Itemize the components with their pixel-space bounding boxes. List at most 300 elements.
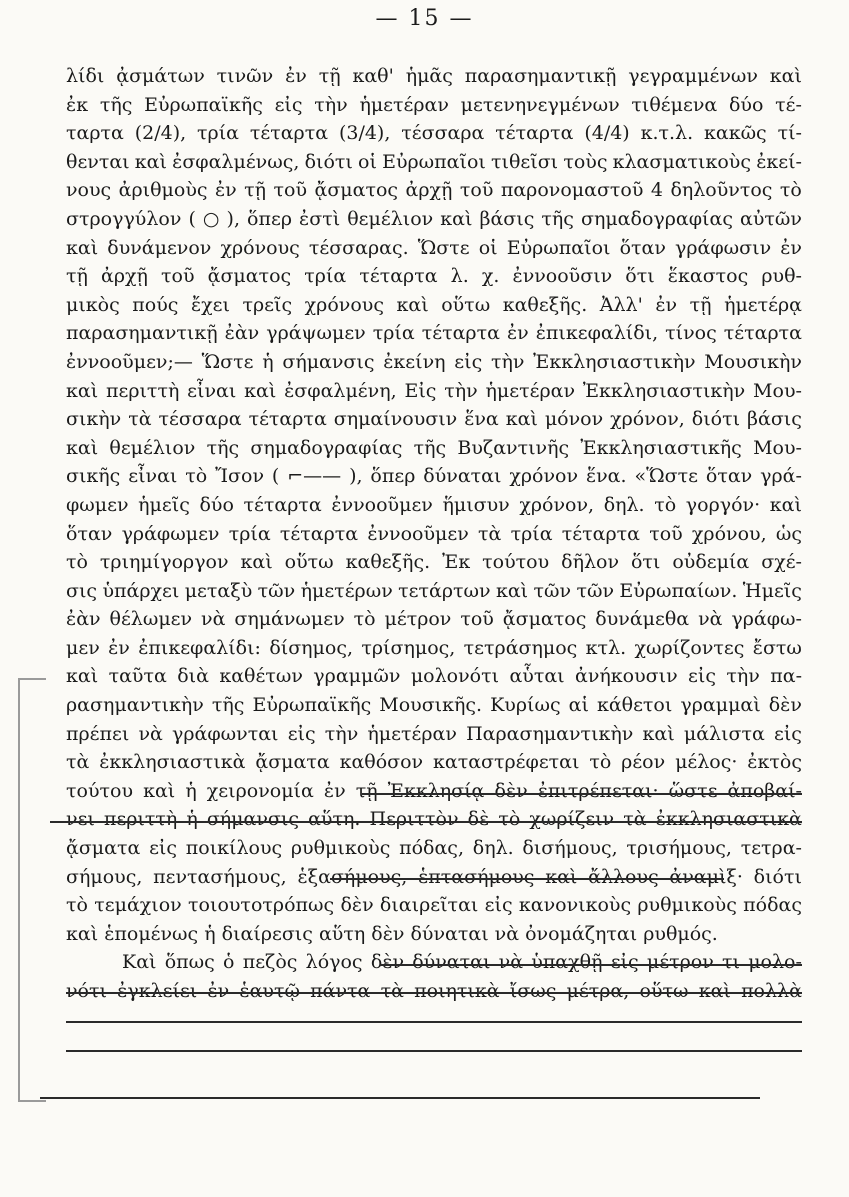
word: θεμέλιον: [109, 436, 196, 459]
word: τέσσαρα: [158, 408, 242, 431]
word: δῆλον: [561, 551, 620, 574]
word: τοῦ: [460, 608, 494, 631]
word: τοῦ: [161, 265, 195, 288]
word: ἐκεί-: [756, 150, 802, 173]
word: (3/4),: [338, 122, 391, 145]
word: ταῦτα: [108, 665, 167, 688]
word: ὅπερ: [370, 465, 416, 488]
word: τρία: [372, 322, 415, 345]
word: ἐκκλησιαστικὰ: [99, 751, 246, 774]
text-line: [66, 234, 802, 263]
word: πάντα: [310, 980, 371, 1002]
word: ὅτι: [625, 265, 655, 288]
word: στρογγύλον: [66, 207, 182, 230]
word: τὸ: [353, 608, 376, 631]
word: τέταρτα: [279, 522, 359, 545]
word: ὅταν: [619, 236, 666, 259]
word: ἕκαστος: [667, 265, 749, 288]
word: μικὸς: [66, 293, 120, 316]
word: Ἐκκλησιαστικῆς: [580, 436, 742, 459]
word: αἱ: [568, 694, 589, 717]
word: καθ': [352, 65, 394, 87]
word: Μουσικὴν: [704, 350, 802, 373]
underline-annotation: [66, 1050, 802, 1052]
word: Περιττὸν: [369, 808, 459, 831]
text-line: [66, 348, 802, 377]
word: νὰ: [138, 722, 163, 745]
word: γράφω-: [731, 608, 802, 631]
word: Καὶ: [122, 951, 157, 974]
word: τιθέμενα: [631, 93, 718, 116]
word: Εὐρωπαῖοι: [382, 150, 486, 173]
word: ἑξασήμους,: [297, 865, 408, 888]
word: ἡμετέρᾳ: [724, 293, 802, 316]
text-line: [66, 777, 802, 806]
text-line: [66, 577, 802, 606]
word: τὰ: [66, 751, 90, 774]
word: τὸ: [66, 894, 88, 917]
word: εἰς: [454, 350, 483, 373]
word: ᾄσματος: [502, 608, 587, 631]
page-number: — 15 —: [375, 6, 474, 31]
word: δηλοῦντος: [670, 179, 773, 202]
word: ἡμετέραν: [359, 93, 449, 116]
word: μολο-: [748, 951, 802, 974]
word: δυνάμενον: [107, 236, 212, 259]
text-line: [66, 605, 802, 634]
word: τούτου: [482, 551, 550, 574]
word: Ἴσον: [215, 465, 264, 488]
word: ἐννοοῦμεν: [367, 522, 469, 545]
word: ἀριθμοὺς: [118, 179, 208, 202]
word: τὰ: [623, 808, 647, 831]
word: ὑπαχθῇ: [531, 951, 603, 974]
word: κανονικοὺς: [518, 894, 632, 917]
text-line: [66, 891, 802, 920]
word: πούς: [132, 293, 179, 316]
word: πόδας: [743, 894, 802, 917]
word: δυνάμεθα: [595, 608, 690, 631]
word: ἡμετέραν: [367, 722, 457, 745]
text-line: [66, 691, 802, 720]
word: ἀναμὶξ·: [669, 865, 743, 888]
word: χωρίζειν: [529, 808, 615, 831]
word: μολονότι: [410, 665, 500, 688]
underline-annotation: [362, 793, 802, 795]
word: αὗται: [509, 665, 565, 688]
word: τέταρτα: [249, 122, 329, 145]
word: χρόνους: [220, 236, 300, 259]
word: ᾄσματος: [207, 265, 292, 288]
underline-annotation: [330, 878, 724, 880]
word: γράψωμεν: [266, 322, 366, 345]
word: τὰ: [478, 522, 502, 545]
word: ἐν: [655, 293, 678, 316]
word: πρέπει: [66, 722, 130, 745]
word: παρονομαστοῦ: [500, 179, 644, 202]
word: τοὺς: [563, 150, 608, 173]
word: βάσις: [479, 207, 535, 230]
word: τέταρτα: [561, 522, 640, 545]
word: ἐσφαλμένη,: [284, 379, 397, 402]
word: εἰς: [287, 722, 316, 745]
text-line: [66, 262, 802, 291]
word: Εἰς: [404, 379, 437, 402]
word: τὰ: [380, 980, 404, 1002]
word: μεν: [66, 636, 100, 659]
word: μεταξὺ: [184, 579, 253, 602]
word: νότι: [66, 980, 107, 1002]
word: τέταρτα: [243, 493, 322, 516]
text-line: [66, 91, 802, 120]
word: τέσσαρα: [401, 122, 485, 145]
word: ἡ: [186, 808, 198, 831]
word: ἀποβαί-: [727, 779, 802, 802]
word: τὸ: [185, 465, 208, 488]
word: Ἐκκλησιαστικὴν: [533, 350, 696, 373]
word: γράφωμεν: [121, 522, 220, 545]
word: τοῦ: [649, 522, 683, 545]
word: τί-: [777, 122, 802, 145]
word: εἰς: [149, 837, 178, 860]
word: Ὥστε: [417, 236, 470, 259]
word: σικῆς: [66, 465, 121, 488]
word: σημαδογραφίας: [580, 207, 733, 230]
word: καὶ: [134, 150, 167, 173]
word: τῆς: [413, 436, 447, 459]
word: ᾄσματα: [66, 837, 141, 860]
word: τούτου: [66, 779, 134, 802]
word: ἐν: [214, 179, 237, 202]
word: τινῶν: [216, 65, 274, 87]
word: ὅταν: [66, 522, 113, 545]
word: ὅτι: [630, 551, 661, 574]
word: δύο: [728, 93, 764, 116]
text-line: [66, 520, 802, 549]
word: Ὥστε: [201, 350, 254, 373]
word: τρίσημος,: [361, 636, 456, 659]
word: σις: [66, 579, 98, 602]
word: Ἐκ: [442, 551, 471, 574]
word: ρασημαντικὴν: [66, 694, 204, 717]
text-line: καὶ ἑπομένως ἡ διαίρεσις αὕτη δὲν δύναται νὰ ὀνομάζηται ρυθμός.: [66, 922, 718, 945]
word: ἕνα.: [585, 465, 627, 488]
word: τοῦ: [459, 179, 494, 202]
word: τῶν: [576, 579, 615, 602]
word: εἰς: [688, 665, 716, 688]
text-line: [66, 748, 802, 777]
word: γράφωνται: [172, 722, 279, 745]
word: οὕτω: [639, 980, 689, 1002]
word: οἱ: [478, 236, 498, 259]
word: πεζὸς: [242, 951, 298, 974]
word: Ἀλλ': [599, 293, 643, 316]
word: λ.: [450, 265, 469, 288]
word: ἑαυτῷ: [239, 980, 300, 1002]
word: μέτρα,: [566, 980, 630, 1002]
word: βάσις: [747, 408, 802, 431]
word: μάλιστα: [683, 722, 765, 745]
word: πεντασήμους,: [153, 865, 287, 888]
word: χειρονομία: [206, 779, 314, 802]
word: καὶ: [505, 408, 538, 431]
word: ἐγκλείει: [117, 980, 198, 1002]
word: ),: [349, 465, 363, 488]
word: σημαίνουσιν: [333, 408, 458, 431]
word: καὶ: [769, 65, 802, 87]
word: καθεξῆς.: [502, 293, 588, 316]
word: τὸ: [654, 493, 677, 516]
word: τέταρτα: [723, 322, 802, 345]
word: εἰς: [774, 722, 802, 745]
word: χρόνου,: [691, 522, 767, 545]
word: ἀνήκουσιν: [575, 665, 678, 688]
word: ὅταν: [705, 465, 753, 488]
word: δὲν: [494, 779, 528, 802]
word: τρία: [228, 522, 271, 545]
word: δὲν: [340, 894, 374, 917]
word: τὴν: [490, 350, 525, 373]
word: κάθετοι: [596, 694, 673, 717]
word: τῆς: [211, 694, 245, 717]
text-line: [66, 462, 802, 491]
word: ἑπτασήμους: [418, 865, 535, 888]
word: τῆς: [541, 207, 574, 230]
word: καταστρέφεται: [432, 751, 580, 774]
word: (2/4),: [134, 122, 187, 145]
word: πόδας,: [399, 837, 464, 860]
word: κτλ.: [585, 636, 627, 659]
word: ἐννοοῦσιν: [512, 265, 613, 288]
word: Εὐρωπαϊκῆς: [144, 93, 263, 116]
word: γρά-: [760, 465, 802, 488]
word: τῆς: [206, 436, 240, 459]
word: καὶ: [396, 293, 429, 316]
word: περιττὴ: [103, 808, 178, 831]
word: σημάνωμεν: [234, 608, 345, 631]
word: τιθεῖσι: [491, 150, 559, 173]
word: τῶν: [533, 579, 572, 602]
text-line: [66, 148, 802, 177]
word: παρασημαντικῇ: [464, 65, 617, 87]
word: δὲν: [768, 694, 802, 717]
text-line: [66, 405, 802, 434]
word: τοῦ: [273, 179, 308, 202]
word: σημαδογραφίας: [250, 436, 403, 459]
word: Παρασημαντικὴν: [466, 722, 634, 745]
word: ρυθ-: [761, 265, 802, 288]
text-line: [66, 863, 802, 892]
word: ἴσως: [509, 980, 557, 1002]
word: ρυθμικοὺς: [637, 894, 737, 917]
word: τοιουτοτρόπως: [188, 894, 335, 917]
word: τῇ: [689, 293, 712, 316]
word: γοργόν·: [685, 493, 761, 516]
word: εἰς: [484, 894, 513, 917]
text-line: [66, 319, 802, 348]
word: ταρτα: [66, 122, 124, 145]
word: καὶ: [66, 236, 99, 259]
word: τὴν: [324, 722, 359, 745]
word: ἡ: [262, 350, 274, 373]
word: ἐν: [108, 636, 130, 659]
word: καὶ: [66, 436, 99, 459]
word: ὅπερ: [247, 207, 292, 230]
word: ἐν: [207, 980, 230, 1002]
word: ἐπικεφαλίδι,: [535, 322, 659, 345]
word: Εὐρωπαῖοι: [506, 236, 611, 259]
text-line: [66, 662, 802, 691]
word: Εὐρωπαίων.: [619, 579, 738, 602]
word: εἰς: [274, 93, 303, 116]
word: τέ-: [775, 93, 802, 116]
word: ποιητικὰ: [414, 980, 500, 1002]
word: ἐννοοῦμεν;—: [66, 350, 193, 373]
underline-annotation: [40, 1097, 760, 1099]
word: διαιρεῖται: [379, 894, 479, 917]
word: δὲ: [467, 808, 490, 831]
word: (4/4): [584, 122, 630, 145]
text-line: [66, 634, 802, 663]
word: ᾄσματα: [255, 751, 330, 774]
word: ἐκείνη: [383, 350, 446, 373]
word: Βυζαντινῆς: [457, 436, 570, 459]
word: ἡμετέραν: [485, 379, 576, 402]
word: καὶ: [698, 980, 731, 1002]
word: τρία: [304, 265, 347, 288]
word: νὰ: [698, 608, 723, 631]
word: χρόνους: [304, 293, 384, 316]
word: λίδι: [66, 65, 105, 87]
word: ἐὰν: [66, 608, 101, 631]
word: καὶ: [440, 207, 473, 230]
word: καθόσον: [339, 751, 424, 774]
word: τὸ: [66, 551, 88, 574]
word: διὰ: [177, 665, 209, 688]
underline-annotation: [380, 964, 802, 966]
word: Μου-: [753, 436, 802, 459]
word: δίσημος,: [269, 636, 354, 659]
word: καὶ: [143, 779, 176, 802]
text-line: [66, 205, 802, 234]
word: κ.τ.λ.: [640, 122, 694, 145]
word: χρόνον,: [519, 493, 595, 516]
word: ἐν: [506, 322, 529, 345]
word: μόνον: [544, 408, 604, 431]
word: Μουσικῆς.: [379, 694, 483, 717]
word: οὕτω: [441, 293, 491, 316]
word: δηλ.: [603, 493, 645, 516]
text-line: [66, 548, 802, 577]
word: σικὴν: [66, 408, 122, 431]
word: τρία: [510, 522, 553, 545]
word: τρεῖς: [242, 293, 293, 316]
word: νὰ: [201, 608, 226, 631]
word: εἶναι: [128, 465, 178, 488]
word: διότι: [304, 150, 353, 173]
word: καὶ: [244, 379, 277, 402]
text-line: [66, 291, 802, 320]
word: Ἐκκλησίᾳ: [387, 779, 485, 802]
word: ἐπιτρέπεται·: [537, 779, 659, 802]
word: αὐτῶν: [740, 207, 802, 230]
underline-annotation: [66, 1021, 802, 1023]
word: ὑπάρχει: [102, 579, 180, 602]
word: ἐκ: [66, 93, 89, 116]
word: θεμέλιον: [347, 207, 434, 230]
word: τὸ: [589, 751, 612, 774]
word: νὰ: [498, 951, 524, 974]
word: 4: [650, 179, 663, 202]
word: ρυθμικοὺς: [290, 837, 391, 860]
word: ἐπικεφαλίδι:: [138, 636, 261, 659]
word: ὥστε: [668, 779, 718, 802]
word: ἡ: [185, 779, 197, 802]
word: εἰς: [610, 951, 639, 974]
word: τεμάχιον: [94, 894, 182, 917]
word: τὸ: [498, 808, 521, 831]
word: φωμεν: [66, 493, 129, 516]
body-text: [66, 62, 802, 1006]
word: παρασημαντικῇ: [66, 322, 218, 345]
word: Μου-: [753, 379, 802, 402]
word: σήμανσις: [206, 808, 299, 831]
word: ⌐——: [287, 465, 342, 488]
word: ἐκτὸς: [747, 751, 802, 774]
word: ὅπως: [164, 951, 215, 974]
word: «Ὥστε: [634, 465, 698, 488]
word: πολλὰ: [741, 980, 802, 1002]
text-line: [66, 834, 802, 863]
word: ἡμετέρων: [300, 579, 393, 602]
word: καθεξῆς.: [345, 551, 431, 574]
word: τῇ: [244, 179, 267, 202]
word: δισήμους,: [522, 837, 618, 860]
word: γραμμαὶ: [680, 694, 761, 717]
word: ἔστω: [752, 636, 802, 659]
word: σχέ-: [761, 551, 802, 574]
word: ἐὰν: [224, 322, 260, 345]
word: τετράσημος: [463, 636, 578, 659]
word: σήμανσις: [282, 350, 375, 373]
word: περιττὴ: [105, 379, 180, 402]
word: τετρα-: [740, 837, 802, 860]
word: καὶ: [642, 722, 675, 745]
word: τέταρτα: [421, 322, 500, 345]
text-line: [66, 948, 802, 977]
margin-bracket-annotation: [18, 678, 46, 1102]
word: τῇ: [355, 779, 378, 802]
word: τῶν: [257, 579, 296, 602]
word: τέταρτα: [495, 122, 574, 145]
word: μέτρον: [646, 951, 714, 974]
word: καὶ: [769, 493, 802, 516]
word: ποικίλους: [185, 837, 283, 860]
word: νους: [66, 179, 112, 202]
word: χρόνον,: [610, 408, 685, 431]
word: καὶ: [66, 379, 99, 402]
word: δὲν: [370, 951, 404, 974]
word: τῆς: [99, 93, 133, 116]
text-line: [66, 720, 802, 749]
word: τι: [722, 951, 740, 974]
underline-annotation: [66, 992, 802, 994]
word: τέταρτα: [359, 265, 438, 288]
word: ἥμισυν: [442, 493, 510, 516]
word: (: [188, 207, 196, 230]
word: νει: [66, 808, 95, 831]
word: Ἐκκλησιαστικὴν: [582, 379, 746, 402]
